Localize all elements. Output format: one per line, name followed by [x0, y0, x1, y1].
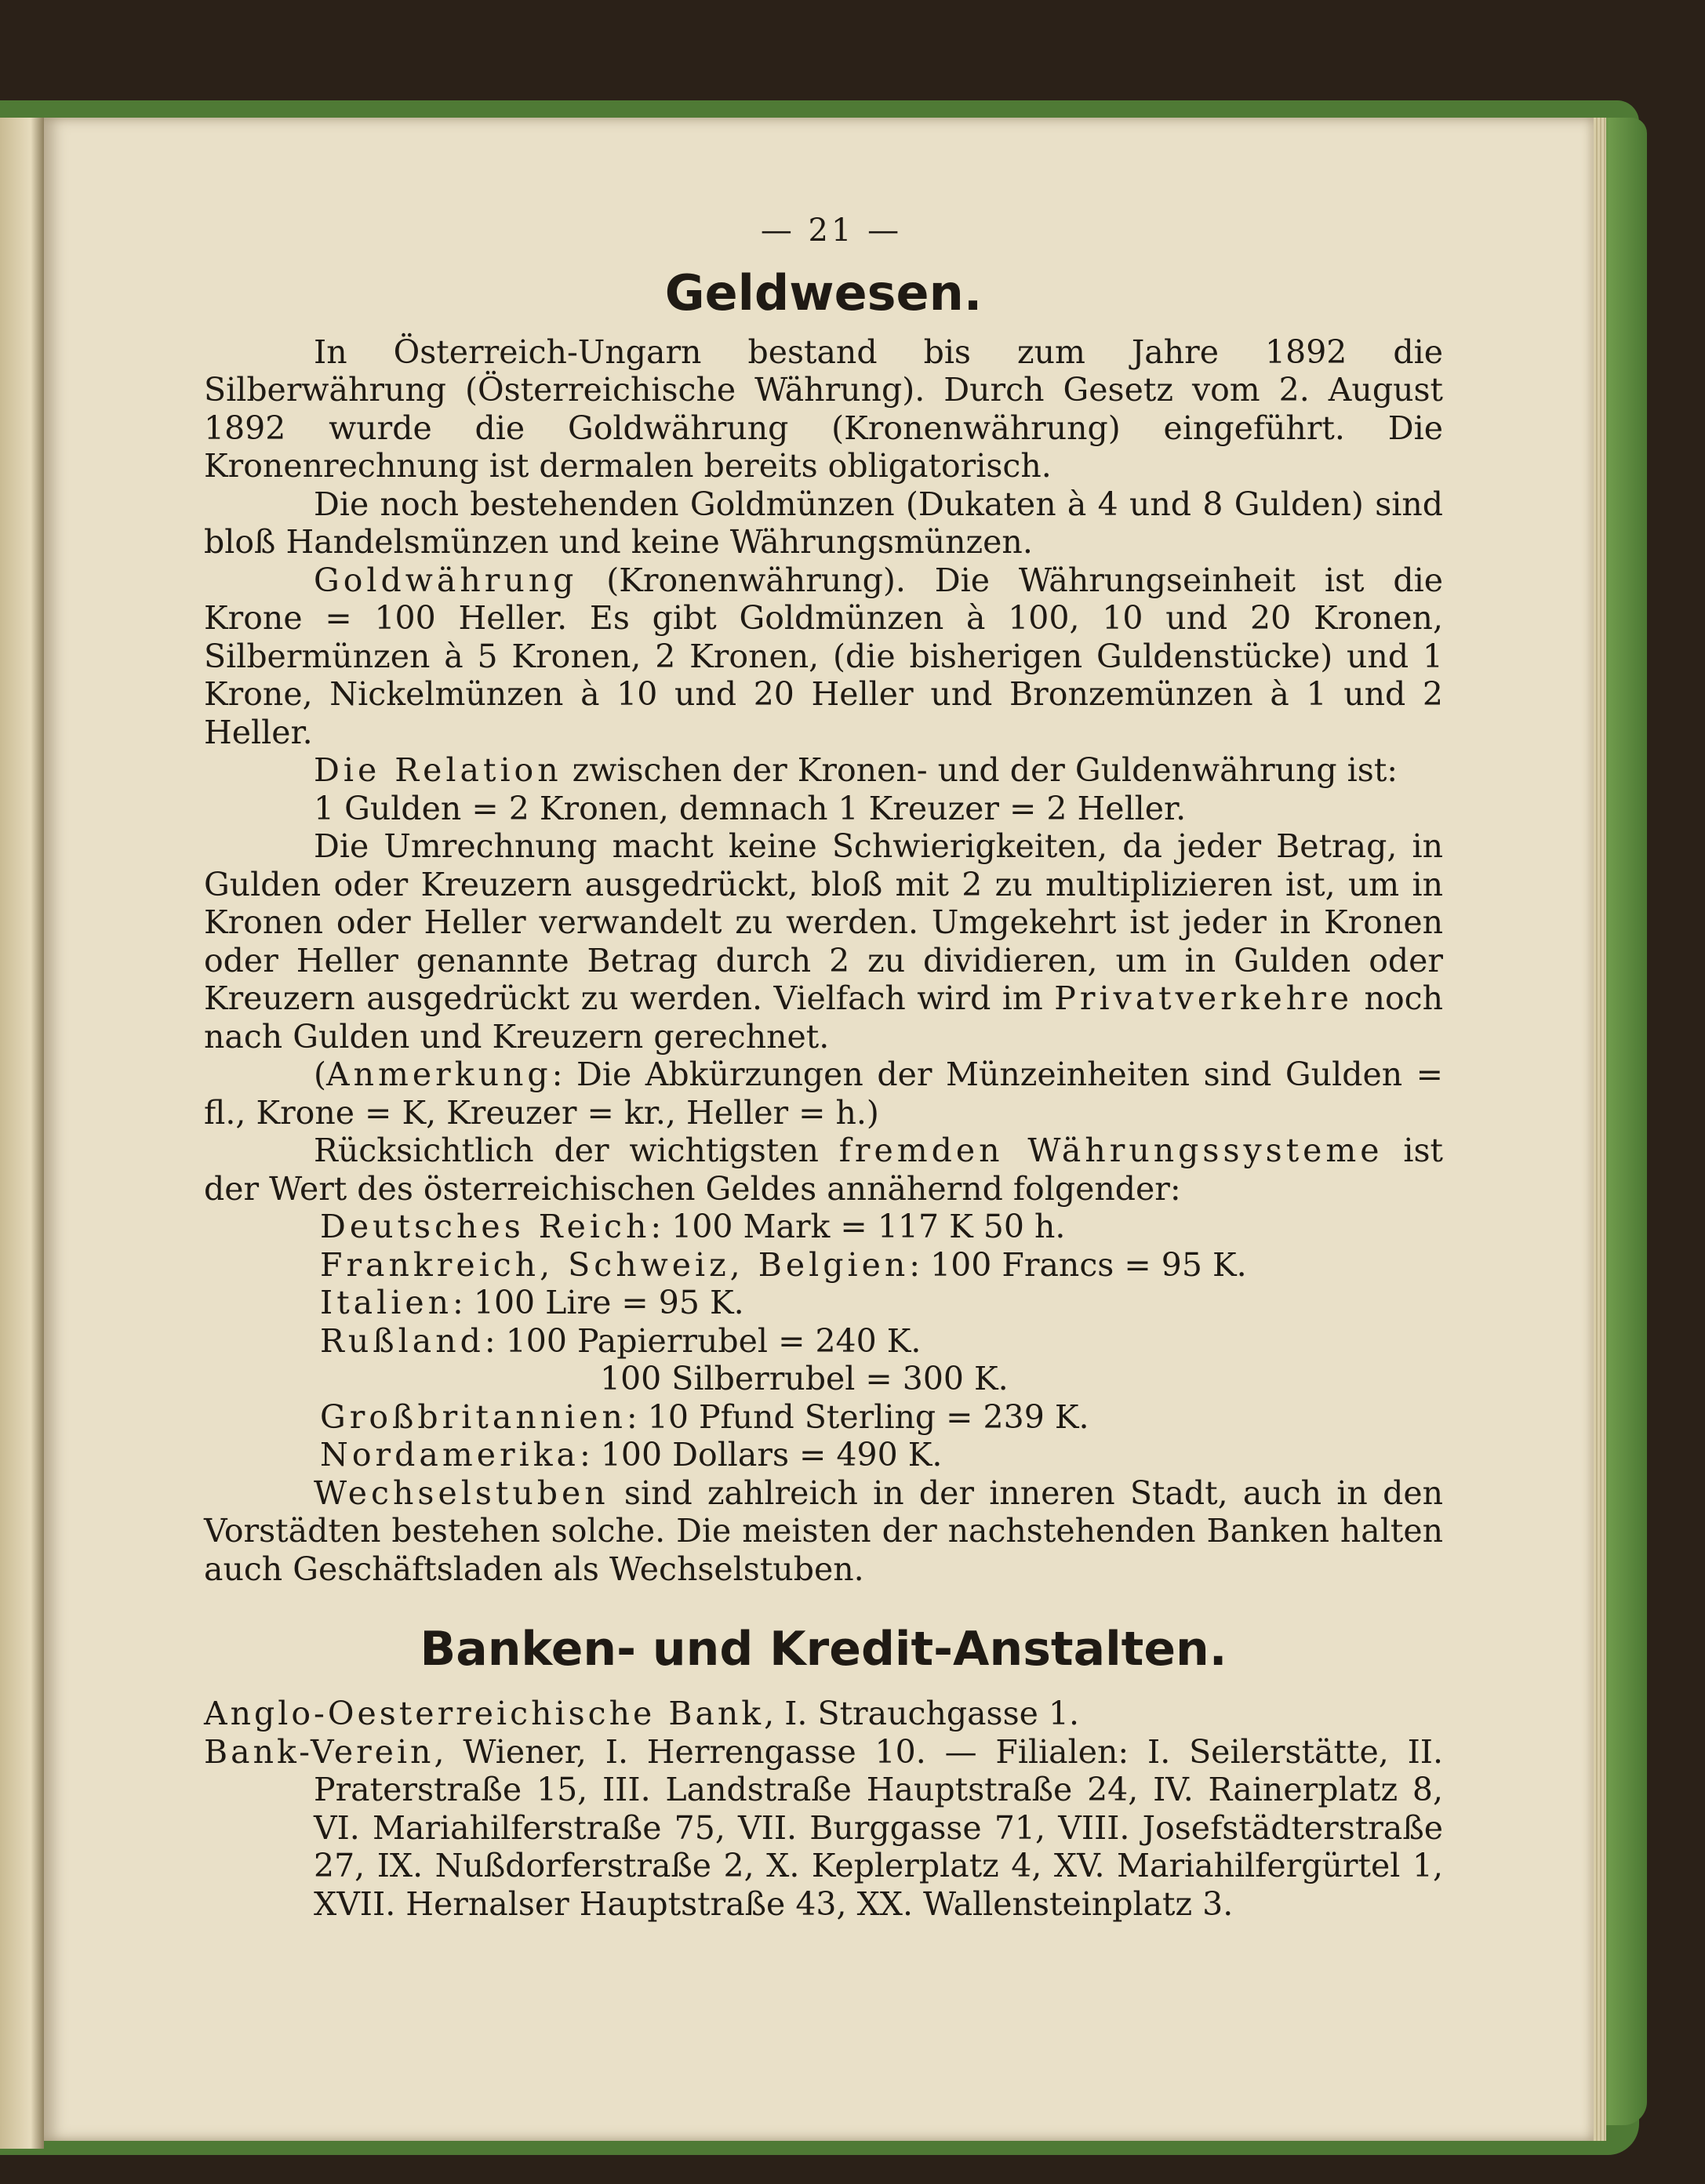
paragraph-gold-coins: Die noch bestehenden Goldmünzen (Dukaten à 4 und 8 Gulden) sind bloß Handelsmünzen und keine Währungsmünzen.	[204, 485, 1443, 561]
page-content	[204, 212, 1443, 1923]
rate-country: Großbritannien	[320, 1397, 627, 1436]
paragraph-gold-standard	[204, 561, 1443, 752]
rate-country: Rußland	[320, 1321, 485, 1360]
rate-row	[204, 1398, 1443, 1437]
rate-value: 100 Silberrubel = 300 K.	[600, 1360, 1009, 1397]
relation-equation: 1 Gulden = 2 Kronen, demnach 1 Kreuzer = 2 Heller.	[314, 789, 1187, 827]
facing-page-edge	[0, 118, 44, 2149]
bank-name: Anglo-Oesterreichische Bank	[204, 1695, 765, 1732]
gold-standard-text: (Kronenwährung). Die Währungseinheit ist die Krone = 100 Heller. Es gibt Goldmünzen à 100, 10 und 20 Kronen, Silbermünzen à 5 Kronen, 2 Kronen, (die bisherigen Guldenstücke) und 1 Krone, Nickelmünzen à 10 und 20 Heller und Bronzemünzen à 1 und 2 Heller.	[204, 561, 1443, 751]
rate-value: : 100 Papierrubel = 240 K.	[484, 1321, 922, 1360]
foreign-tail: ist der Wert des österreichischen Geldes annähernd folgender:	[204, 1132, 1443, 1208]
exchange-lead: Wechselstuben	[314, 1474, 609, 1512]
rate-country: Italien	[320, 1284, 453, 1321]
bank-address: , Wiener, I. Herrengasse 10. — Filialen: I. Seilerstätte, II. Praterstraße 15, III. Landstraße Hauptstraße 24, IV. Rainerplatz 8, VI. Mariahilferstraße 75, VII. Burggasse 71, VIII. Josefstädterstraße 27, IX. Nußdorferstraße 2, X. Keplerplatz 4, XV. Mariahilfergürtel 1, XVII. Hernalser Hauptstraße 43, XX. Wallensteinplatz 3.	[314, 1732, 1443, 1923]
note-open: (	[314, 1056, 326, 1093]
bank-entry	[204, 1733, 1443, 1924]
rate-value: : 10 Pfund Sterling = 239 K.	[626, 1397, 1089, 1436]
rate-value: : 100 Mark = 117 K 50 h.	[650, 1208, 1066, 1245]
note-text: : Die Abkürzungen der Münzeinheiten sind Gulden = fl., Krone = K, Kreuzer = kr., Heller = h.)	[204, 1056, 1443, 1132]
rate-row	[204, 1436, 1443, 1474]
rate-country: Frankreich, Schweiz, Belgien	[320, 1245, 910, 1284]
page-number: — 21 —	[760, 213, 903, 249]
rate-row	[204, 1322, 1443, 1361]
relation-text: zwischen der Kronen- und der Guldenwährung ist:	[562, 751, 1398, 789]
section-title-geldwesen: Geldwesen.	[664, 263, 983, 322]
rate-country: Deutsches Reich	[320, 1208, 651, 1245]
bank-name: Bank-Verein	[204, 1732, 434, 1771]
paragraph-conversion	[204, 827, 1443, 1056]
exchange-text: sind zahlreich in der inneren Stadt, auch in den Vorstädten bestehen solche. Die meisten der nachstehenden Banken halten auch Geschäftsladen als Wechselstuben.	[204, 1474, 1443, 1588]
rate-row-continued	[204, 1360, 1443, 1398]
note-lead: Anmerkung	[326, 1056, 552, 1093]
rate-value: : 100 Lire = 95 K.	[453, 1284, 744, 1321]
conversion-tail: noch nach Gulden und Kreuzern gerechnet.	[204, 979, 1444, 1056]
gold-standard-lead: Goldwährung	[314, 561, 578, 599]
paragraph-relation	[204, 751, 1443, 790]
relation-lead: Die Relation	[314, 751, 562, 789]
rate-value: : 100 Dollars = 490 K.	[580, 1436, 943, 1474]
paragraph-foreign	[204, 1132, 1443, 1208]
section-geldwesen	[204, 333, 1443, 1589]
paragraph-note	[204, 1056, 1443, 1132]
paragraph-exchange	[204, 1474, 1443, 1589]
conversion-text: Die Umrechnung macht keine Schwierigkeiten, da jeder Betrag, in Gulden oder Kreuzern ausgedrückt, bloß mit 2 zu multiplizieren ist, um in Kronen oder Heller verwandelt zu werden. Umgekehrt ist jeder in Kronen oder Heller genannte Betrag durch 2 zu dividieren, um in Gulden oder Kreuzern ausgedrückt zu werden. Vielfach wird im	[204, 827, 1443, 1017]
rate-row	[204, 1208, 1443, 1246]
section-title-banken: Banken- und Kredit-Anstalten.	[420, 1622, 1227, 1677]
bank-entry	[204, 1695, 1443, 1733]
paragraph-silver-standard: In Österreich-Ungarn bestand bis zum Jahre 1892 die Silberwährung (Österreichische Währung). Durch Gesetz vom 2. August 1892 wurde die Goldwährung (Kronenwährung) eingeführt. Die Kronenrechnung ist dermalen bereits obligatorisch.	[204, 333, 1443, 485]
section-banken	[204, 1695, 1443, 1923]
foreign-spaced: fremden Währungssysteme	[838, 1132, 1383, 1169]
rate-row	[204, 1246, 1443, 1285]
bank-address: , I. Strauchgasse 1.	[764, 1695, 1080, 1732]
rate-row	[204, 1284, 1443, 1322]
page-stack-edge	[1594, 118, 1606, 2141]
rate-country: Nordamerika	[320, 1436, 580, 1474]
foreign-text: Rücksichtlich der wichtigsten	[314, 1132, 839, 1169]
rate-value: : 100 Francs = 95 K.	[909, 1245, 1247, 1284]
conversion-spaced: Privatverkehre	[1054, 979, 1354, 1017]
